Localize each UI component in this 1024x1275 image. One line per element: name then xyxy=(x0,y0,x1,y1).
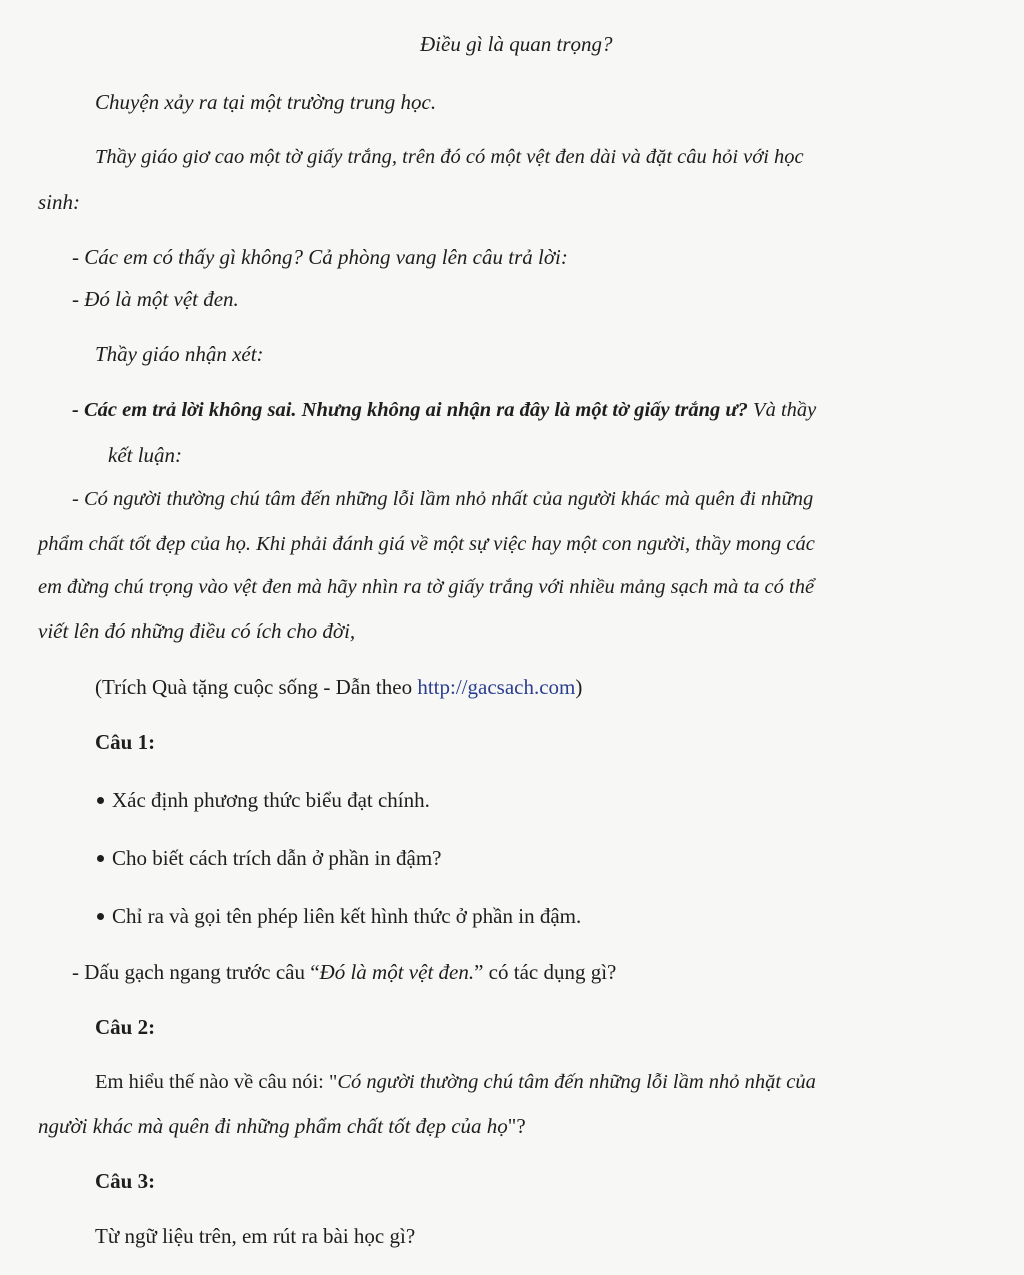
cropped-next-line xyxy=(90,1268,970,1275)
source-citation xyxy=(95,673,582,701)
student-answer-intro: - Các em có thấy gì không? Cả phòng vang lên câu trả lời: xyxy=(72,245,568,269)
conclusion-line-2: phẩm chất tốt đẹp của họ. Khi phải đánh giá về một sự việc hay một con người, thầy mong các xyxy=(38,533,815,555)
story-paragraph-2-line-2: sinh: xyxy=(38,190,80,214)
cropped-previous-line xyxy=(60,0,490,2)
question-1-bullet-2: Cho biết cách trích dẫn ở phần in đậm? xyxy=(112,846,442,870)
question-2-line-1 xyxy=(95,1068,816,1096)
question-2-label: Câu 2: xyxy=(95,1015,156,1039)
conclusion-line-1: - Có người thường chú tâm đến những lỗi lầm nhỏ nhất của người khác mà quên đi những xyxy=(72,488,814,510)
question-3-text: Từ ngữ liệu trên, em rút ra bài học gì? xyxy=(95,1224,416,1248)
conclusion-line-4: viết lên đó những điều có ích cho đời, xyxy=(38,619,356,643)
story-paragraph-1 xyxy=(95,88,436,116)
question-2-suffix: "? xyxy=(507,1114,526,1138)
question-2-prefix: Em hiểu thế nào về câu nói: " xyxy=(95,1071,338,1093)
question-2-line-2 xyxy=(38,1112,526,1140)
question-1-dash-item xyxy=(72,958,616,986)
question-2-quote-part-2: người khác mà quên đi những phẩm chất tốt đẹp của họ xyxy=(38,1114,508,1138)
bullet-icon xyxy=(97,855,104,862)
story-paragraph-1-text: Chuyện xảy ra tại một trường trung học. xyxy=(95,90,437,114)
source-suffix: ) xyxy=(575,675,583,699)
teacher-comment-line-2: kết luận: xyxy=(108,443,183,467)
teacher-comment-bold-part: - Các em trả lời không sai. Nhưng không ai nhận ra đây là một tờ giấy trắng ư? xyxy=(72,399,748,421)
dash-item-quote: Đó là một vệt đen. xyxy=(319,960,475,984)
source-prefix: (Trích Quà tặng cuộc sống - Dẫn theo xyxy=(95,675,418,699)
teacher-comment-rest: Và thầy xyxy=(747,399,817,421)
story-paragraph-2-line-1: Thầy giáo giơ cao một tờ giấy trắng, trên đó có một vệt đen dài và đặt câu hỏi với học xyxy=(95,146,804,168)
teacher-comment-line-1 xyxy=(72,396,816,424)
conclusion-line-3: em đừng chú trọng vào vệt đen mà hãy nhìn ra tờ giấy trắng với nhiều mảng sạch mà ta có thể xyxy=(38,576,815,598)
student-answer: - Đó là một vệt đen. xyxy=(72,287,239,311)
dash-item-suffix: ” có tác dụng gì? xyxy=(474,960,617,984)
question-1-label: Câu 1: xyxy=(95,730,156,754)
source-link[interactable]: http://gacsach.com xyxy=(417,675,576,699)
question-1-bullet-1: Xác định phương thức biểu đạt chính. xyxy=(112,788,430,812)
document-title: Điều gì là quan trọng? xyxy=(420,32,613,56)
teacher-comment-intro: Thầy giáo nhận xét: xyxy=(95,342,264,366)
question-3-label: Câu 3: xyxy=(95,1169,156,1193)
dash-item-prefix: - Dấu gạch ngang trước câu “ xyxy=(72,960,320,984)
bullet-icon xyxy=(97,913,104,920)
question-1-bullet-3: Chỉ ra và gọi tên phép liên kết hình thức ở phần in đậm. xyxy=(112,904,582,928)
bullet-icon xyxy=(97,797,104,804)
question-2-quote-part-1: Có người thường chú tâm đến những lỗi lầm nhỏ nhặt của xyxy=(337,1071,816,1093)
